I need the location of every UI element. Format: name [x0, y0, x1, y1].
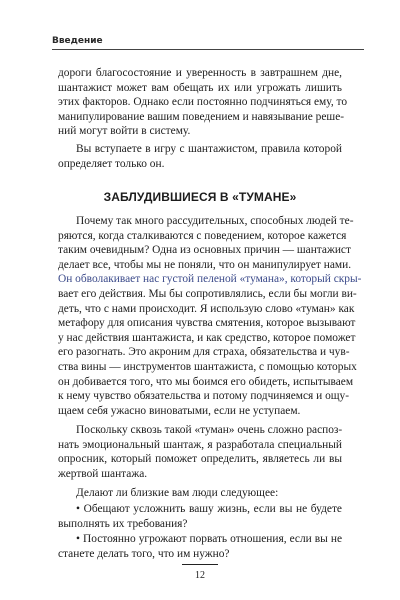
text-line: щаем себя ужасно виноватыми, если не уступаем.	[58, 404, 301, 417]
running-head: Введение	[52, 36, 103, 46]
text-line: ний могут войти в систему.	[58, 125, 191, 138]
text-line: опросник, который поможет определить, являетесь ли вы	[58, 453, 342, 466]
text-line: Поскольку сквозь такой «туман» очень сложно распоз-	[76, 424, 343, 436]
footer-rule	[182, 564, 218, 565]
text-line: дороги благосостояние и уверенность в завтрашнем дне,	[58, 67, 342, 79]
bullet-2	[58, 532, 342, 561]
text-line: жертвой шантажа.	[58, 467, 148, 480]
paragraph-5	[58, 486, 342, 501]
text-line: нать эмоциональный шантаж, я разработала специальный	[58, 438, 342, 451]
text-line: ряются, когда сталкиваются с поведением, которое кажется	[58, 229, 347, 242]
page-number: 12	[195, 570, 205, 581]
text-line: выполнять их требования?	[58, 517, 188, 530]
text-line: ства вины — инструментов шантажиста, с помощью которых	[58, 360, 357, 373]
text-line: деть, что с нами происходит. Я использую слово «туман» как	[58, 302, 355, 315]
text-line: • Обещают усложнить вашу жизнь, если вы не будете	[76, 503, 342, 515]
text-line: к нему чувство обязательства и потому подчиняемся и ощу-	[58, 390, 350, 403]
text-line: таким очевидным? Одна из основных причин — шантажист	[58, 244, 351, 257]
section-heading: ЗАБЛУДИВШИЕСЯ В «ТУМАНЕ»	[103, 190, 297, 204]
text-line: вает его действия. Мы бы сопротивлялись, если бы могли ви-	[58, 287, 357, 300]
text-line: определяет только он.	[58, 157, 165, 170]
header-rule	[52, 49, 364, 50]
text-line: этих факторов. Однако если постоянно подчиняться ему, то	[58, 96, 348, 109]
bullet-1	[58, 502, 342, 531]
text-line: шантажист может вам обещать их или угрожать лишить	[58, 81, 342, 94]
text-line: у нас действия шантажиста, и как средство, которое поможет	[58, 331, 356, 344]
text-line: • Постоянно угрожают порвать отношения, если вы не	[76, 533, 342, 545]
paragraph-4	[58, 423, 342, 481]
text-line: его разогнать. Это акроним для страха, обязательства и чув-	[58, 346, 350, 359]
text-line: станете делать того, что им нужно?	[58, 547, 230, 560]
text-line: Почему так много рассудительных, способных людей те-	[76, 215, 354, 227]
text-line: Он обволакивает нас густой пеленой «тумана», который скры-	[58, 273, 362, 286]
text-line: Вы вступаете в игру с шантажистом, правила которой	[76, 143, 342, 155]
text-line: манипулирование вашим поведением и навязывание реше-	[58, 110, 345, 123]
text-line: он добивается того, что мы боимся его обидеть, испытываем	[58, 375, 354, 388]
text-line: Делают ли близкие вам люди следующее:	[76, 487, 279, 499]
paragraph-3	[58, 214, 362, 418]
paragraph-1	[58, 66, 348, 139]
text-line: делает все, чтобы мы не поняли, что он манипулирует нами.	[58, 258, 352, 271]
paragraph-2	[58, 142, 342, 171]
text-line: метафору для описания чувства смятения, которое вызывают	[58, 317, 356, 330]
